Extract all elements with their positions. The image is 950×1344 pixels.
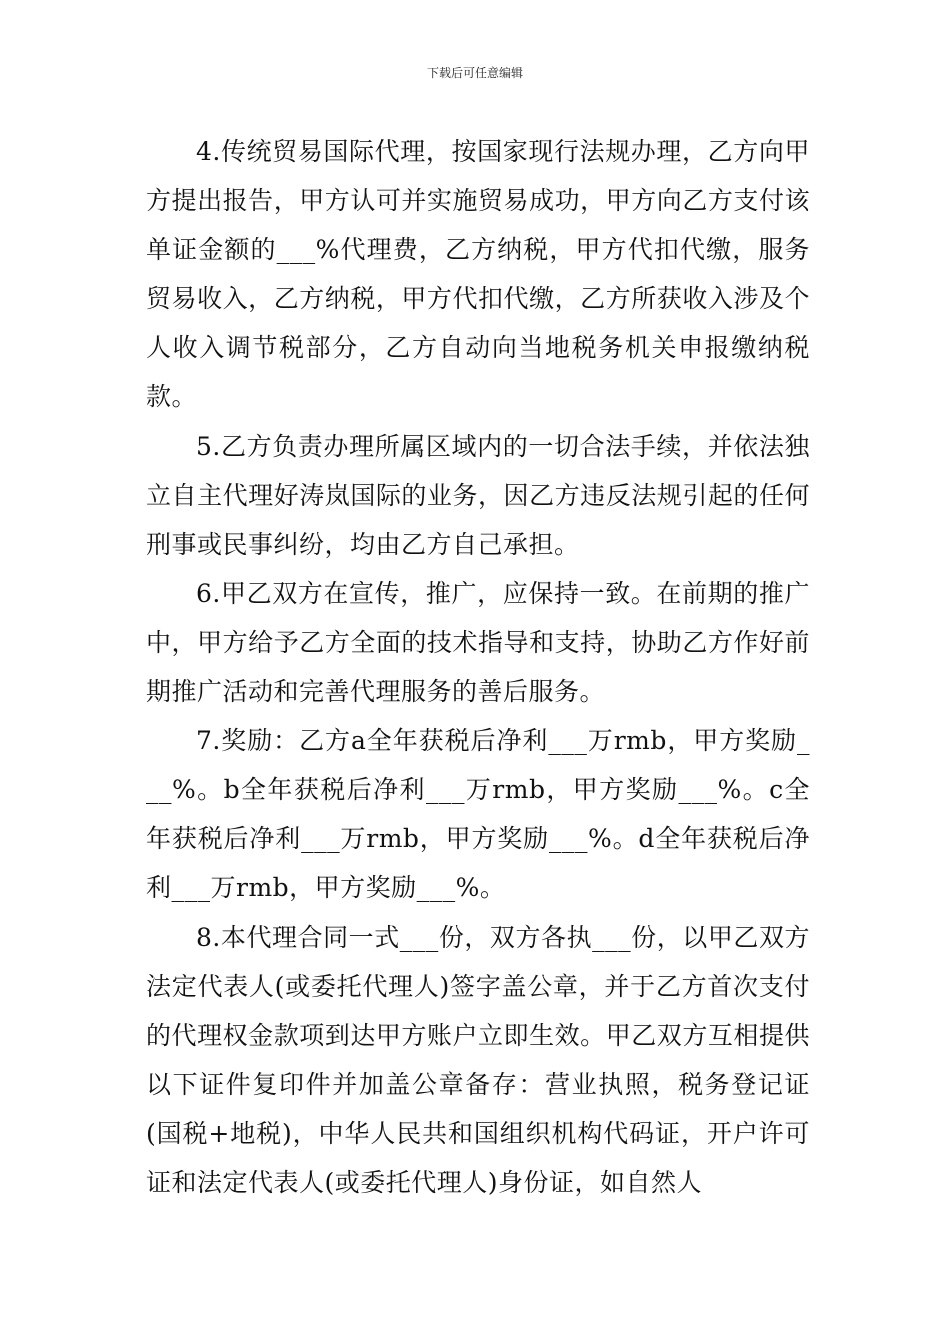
document-body — [146, 127, 810, 1207]
clause-7: 7.奖励：乙方a全年获税后净利___万rmb，甲方奖励___%。b全年获税后净利___万rmb，甲方奖励___%。c全年获税后净利___万rmb，甲方奖励___%。d全年获税后净利___万rmb，甲方奖励___%。 — [146, 726, 810, 903]
clause-8: 8.本代理合同一式___份，双方各执___份，以甲乙双方法定代表人(或委托代理人)签字盖公章，并于乙方首次支付的代理权金款项到达甲方账户立即生效。甲乙双方互相提供以下证件复印件并加盖公章备存：营业执照，税务登记证(国税+地税)，中华人民共和国组织机构代码证，开户许可证和法定代表人(或委托代理人)身份证，如自然人 — [146, 922, 810, 1197]
clause-4: 4.传统贸易国际代理，按国家现行法规办理，乙方向甲方提出报告，甲方认可并实施贸易成功，甲方向乙方支付该单证金额的___%代理费，乙方纳税，甲方代扣代缴，服务贸易收入，乙方纳税，甲方代扣代缴，乙方所获收入涉及个人收入调节税部分，乙方自动向当地税务机关申报缴纳税款。 — [146, 137, 810, 412]
page-header-note: 下载后可任意编辑 — [426, 66, 523, 80]
clause-6: 6.甲乙双方在宣传，推广，应保持一致。在前期的推广中，甲方给予乙方全面的技术指导和支持，协助乙方作好前期推广活动和完善代理服务的善后服务。 — [146, 578, 810, 707]
clause-5: 5.乙方负责办理所属区域内的一切合法手续，并依法独立自主代理好涛岚国际的业务，因乙方违反法规引起的任何刑事或民事纠纷，均由乙方自己承担。 — [146, 431, 810, 559]
